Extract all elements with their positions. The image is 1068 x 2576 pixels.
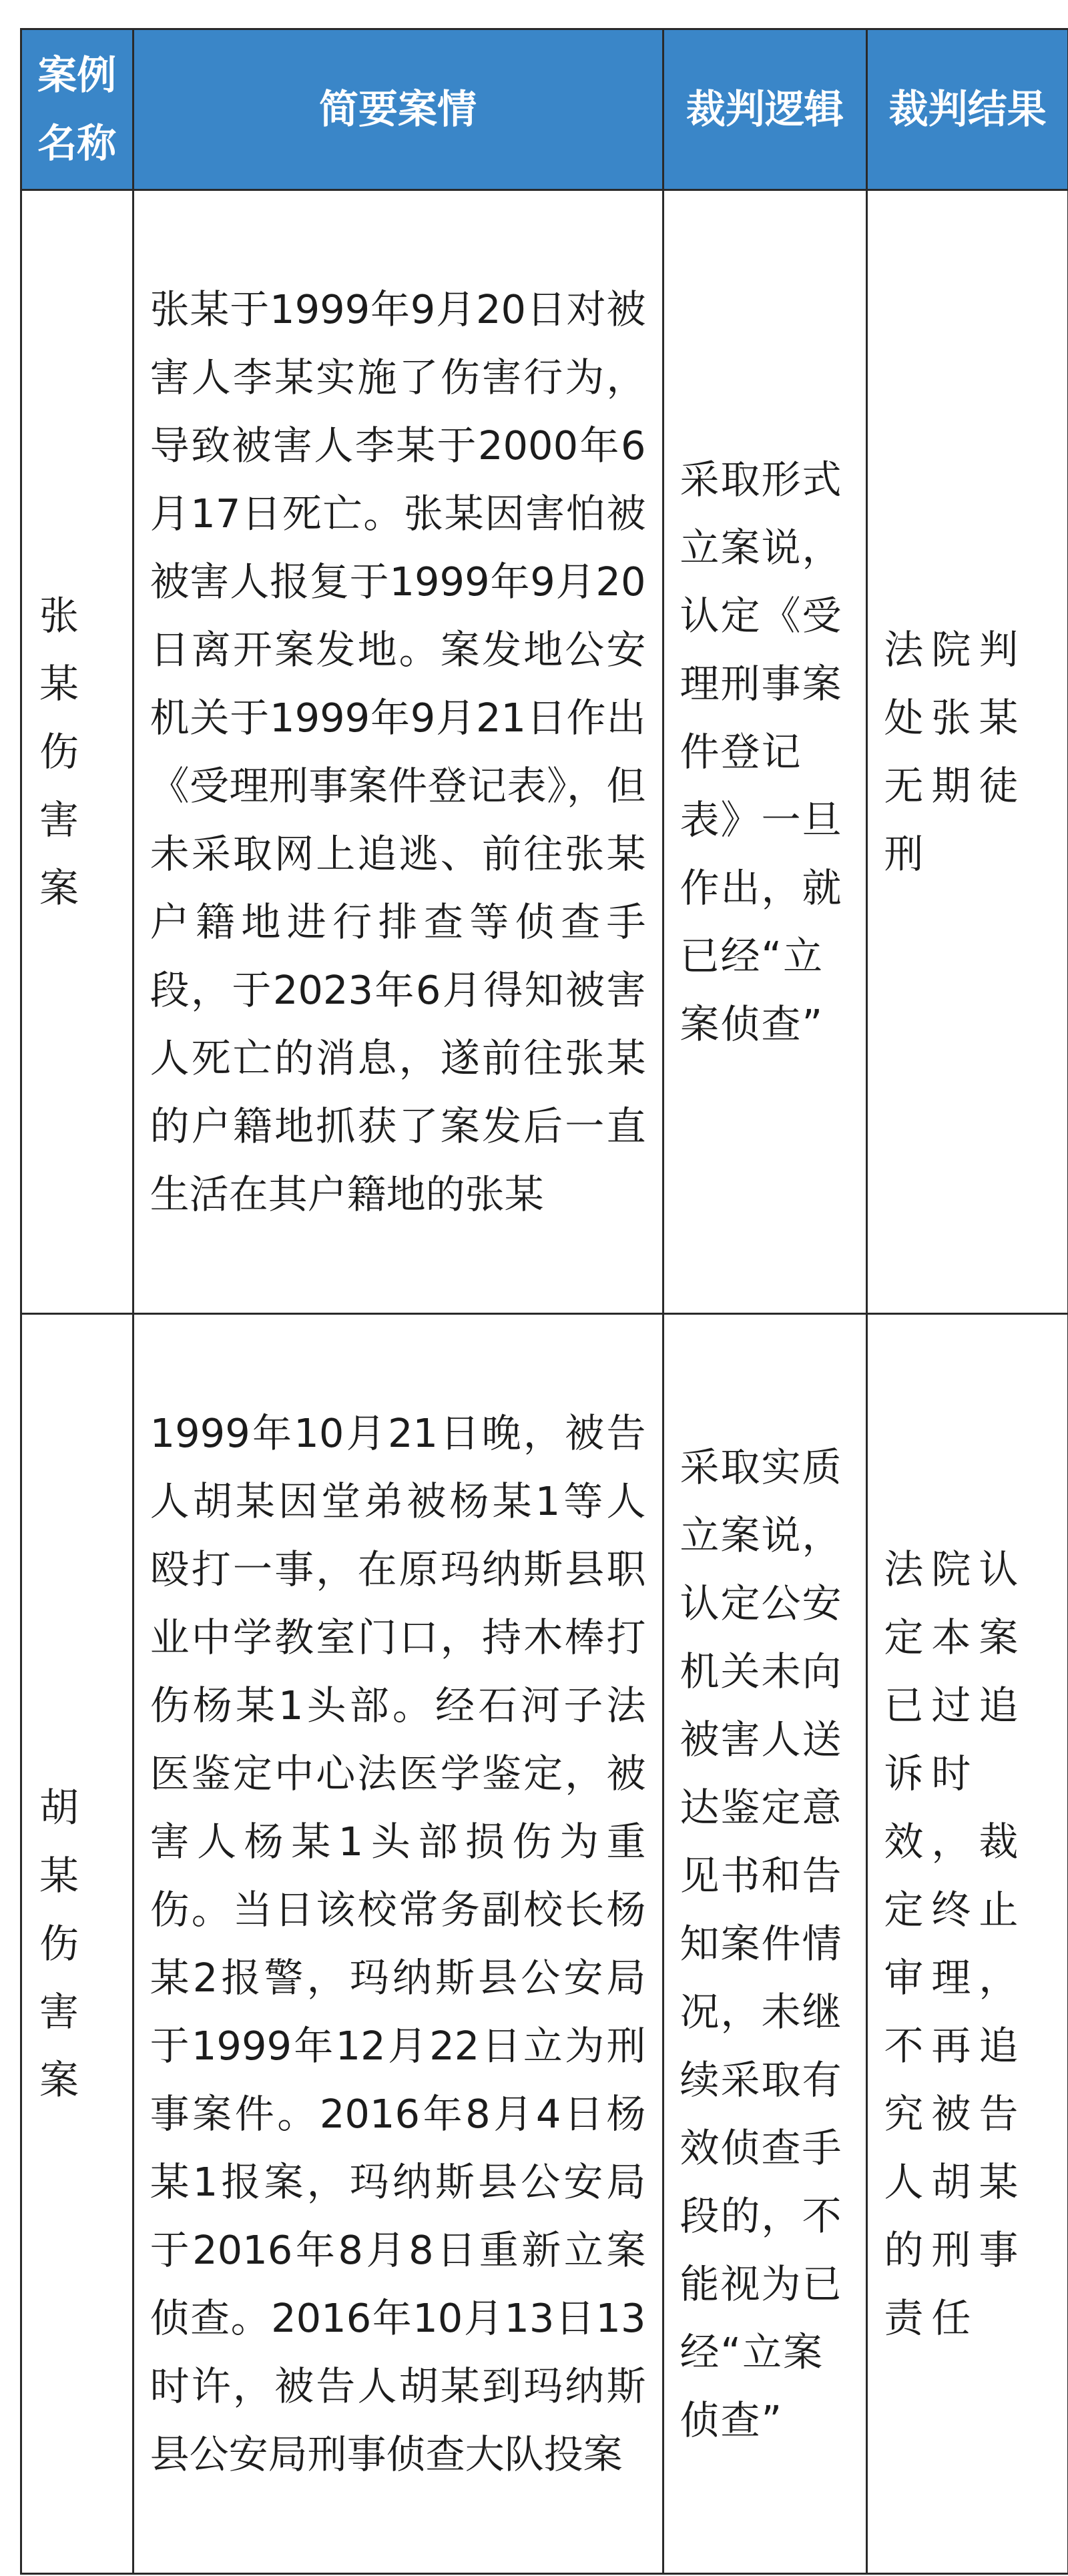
header-result: 裁判结果 bbox=[867, 29, 1068, 190]
case-brief-cell: 1999年10月21日晚，被告人胡某因堂弟被杨某1等人殴打一事，在原玛纳斯县职业中学教室门口，持木棒打伤杨某1头部。经石河子法医鉴定中心法医学鉴定，被害人杨某1头部损伤为重伤。当日该校常务副校长杨某2报警，玛纳斯县公安局于1999年12月22日立为刑事案件。2016年8月4日杨某1报案，玛纳斯县公安局于2016年8月8日重新立案侦查。2016年10月13日13时许，被告人胡某到玛纳斯县公安局刑事侦查大队投案 bbox=[133, 1314, 663, 2574]
table-row bbox=[21, 190, 1068, 1314]
case-logic-cell: 采取实质立案说，认定公安机关未向被害人送达鉴定意见书和告知案件情况，未继续采取有效侦查手段的，不能视为已经“立案侦查” bbox=[663, 1314, 867, 2574]
case-logic-cell: 采取形式立案说，认定《受理刑事案件登记表》一旦作出，就已经“立案侦查” bbox=[663, 190, 867, 1314]
case-brief-cell: 张某于1999年9月20日对被害人李某实施了伤害行为，导致被害人李某于2000年6月17日死亡。张某因害怕被被害人报复于1999年9月20日离开案发地。案发地公安机关于1999年9月21日作出《受理刑事案件登记表》，但未采取网上追逃、前往张某户籍地进行排查等侦查手段，于2023年6月得知被害人死亡的消息，遂前往张某的户籍地抓获了案发后一直生活在其户籍地的张某 bbox=[133, 190, 663, 1314]
case-name-cell: 张某伤害案 bbox=[21, 190, 134, 1314]
table-header-row bbox=[21, 29, 1068, 190]
case-name-cell: 胡某伤害案 bbox=[21, 1314, 134, 2574]
table-row bbox=[21, 1314, 1068, 2574]
case-result-cell: 法院判处张某无期徒刑 bbox=[867, 190, 1068, 1314]
header-case-name: 案例名称 bbox=[21, 29, 134, 190]
header-logic: 裁判逻辑 bbox=[663, 29, 867, 190]
header-brief: 简要案情 bbox=[133, 29, 663, 190]
case-table bbox=[20, 28, 1068, 2575]
case-result-cell: 法院认定本案已过追诉时效，裁定终止审理，不再追究被告人胡某的刑事责任 bbox=[867, 1314, 1068, 2574]
